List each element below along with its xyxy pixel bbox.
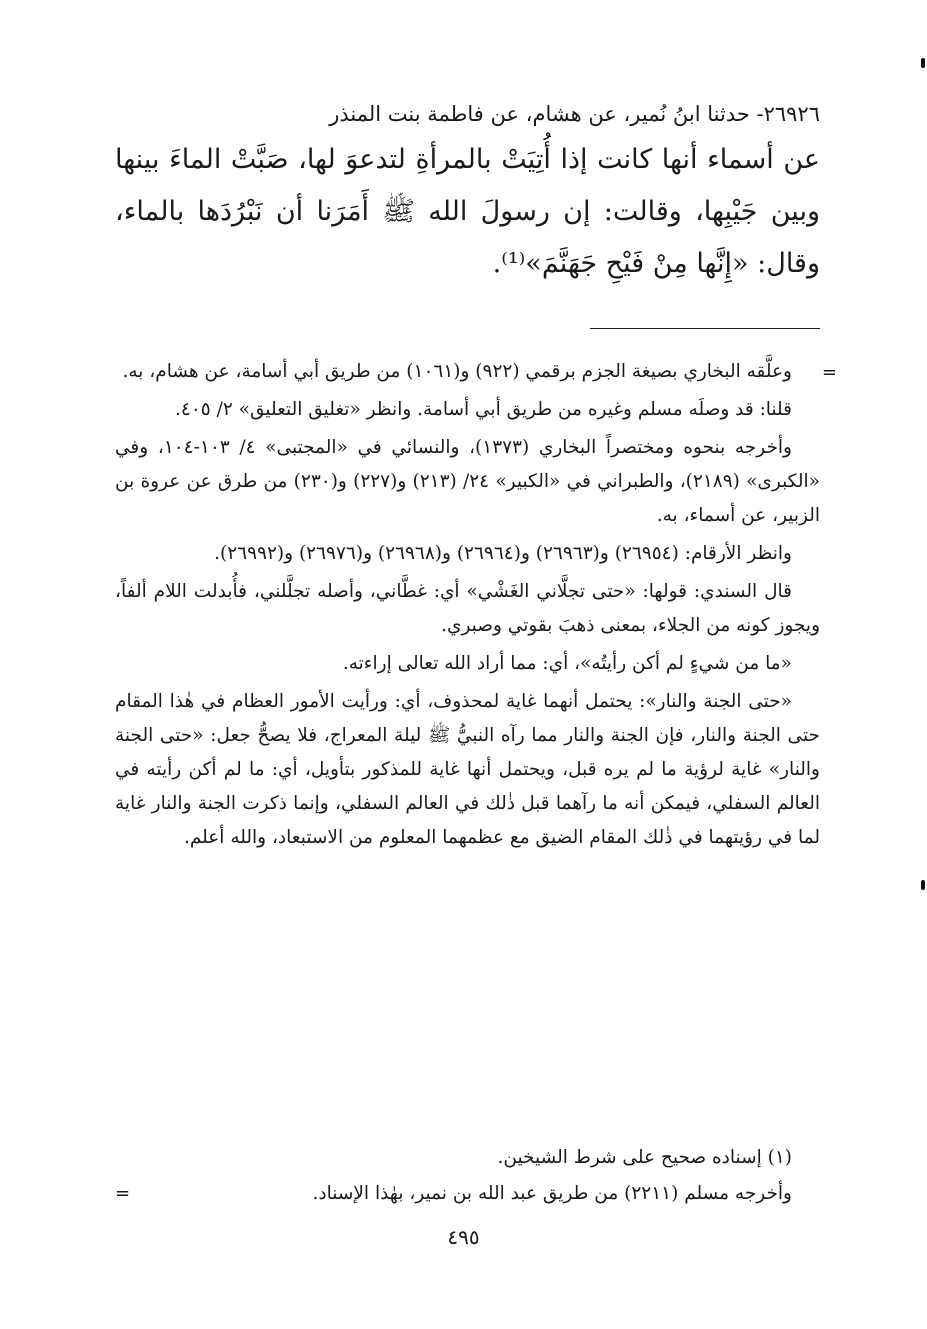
footnote-line: وأخرجه مسلم (٢٢١١) من طريق عبد الله بن نمير، بهٰذا الإسناد. xyxy=(312,1183,792,1204)
footnote-separator xyxy=(590,328,820,329)
note-paragraph: قال السندي: قولها: «حتى تجلَّاني الغَشْي» أي: غطَّاني، وأصله تجلَّلني، فأُبدلت اللام ألفاً، ويجوز كونه من الجلاء، بمعنى ذهبَ بقوتي وصبري. xyxy=(115,581,820,636)
note-paragraph: وانظر الأرقام: (٢٦٩٥٤) و(٢٦٩٦٣) و(٢٦٩٦٤) و(٢٦٩٦٨) و(٢٦٩٧٦) و(٢٦٩٩٢). xyxy=(214,543,792,564)
hadith-isnad: ٢٦٩٢٦- حدثنا ابنُ نُمير، عن هشام، عن فاطمة بنت المنذر xyxy=(329,102,820,126)
note-paragraph: وأخرجه بنحوه ومختصراً البخاري (١٣٧٣)، والنسائي في «المجتبى» ٤/ ١٠٣-١٠٤، وفي «الكبرى» (٢١٨٩)، والطبراني في «الكبير» ٢٤/ (٢١٣) و(٢٢٧) و(٢٣٠) من طرق عن عروة بن الزبير، عن أسماء، به. xyxy=(115,437,820,526)
footnote-block xyxy=(115,1140,820,1212)
page-edge-mark xyxy=(921,58,925,68)
hadith-block xyxy=(115,100,820,290)
note-paragraph: قلنا: قد وصلَه مسلم وغيره من طريق أبي أسامة. وانظر «تغليق التعليق» ٢/ ٤٠٥. xyxy=(174,399,792,420)
page-edge-mark xyxy=(921,880,925,890)
page-number: ٤٩٥ xyxy=(447,1225,480,1249)
footnote-line: (١) إسناده صحيح على شرط الشيخين. xyxy=(497,1147,792,1168)
continuation-mark-bottom: = xyxy=(115,1183,131,1204)
note-paragraph: وعلَّقه البخاري بصيغة الجزم برقمي (٩٢٢) و(١٠٦١) من طريق أبي أسامة، عن هشام، به. xyxy=(122,361,792,382)
continuation-mark-top: = xyxy=(821,362,837,383)
notes-block xyxy=(115,355,820,859)
note-paragraph: «ما من شيءٍ لم أكن رأيتُه»، أي: مما أراد الله تعالى إراءته. xyxy=(342,653,792,674)
note-paragraph: «حتى الجنة والنار»: يحتمل أنهما غاية لمحذوف، أي: ورأيت الأمور العظام في هٰذا المقام حتى الجنة والنار، فإن الجنة والنار مما رآه النبيُّ ﷺ ليلة المعراج، فلا يصحُّ جعل: «حتى الجنة والنار» غاية لرؤية ما لم يره قبل، ويحتمل أنها غاية للمذكور بتأويل، أي: ما لم أكن رأيته في العالم السفلي، فيمكن أنه ما رآهما قبل ذٰلك في العالم السفلي، وإنما ذكرت الجنة والنار غاية لما في رؤيتهما في ذٰلك المقام الضيق مع عظمهما المعلوم من الاستبعاد، والله أعلم. xyxy=(115,691,820,848)
hadith-matn: عن أسماء أنها كانت إذا أُتِيَتْ بالمرأةِ لتدعوَ لها، صَبَّتْ الماءَ بينها وبين جَيْبِها، وقالت: إن رسولَ الله ﷺ أَمَرَنا أن نَبْرُدَها بالماء، وقال: «إِنَّها مِنْ فَيْحِ جَهَنَّمَ»⁽¹⁾. xyxy=(115,144,820,279)
